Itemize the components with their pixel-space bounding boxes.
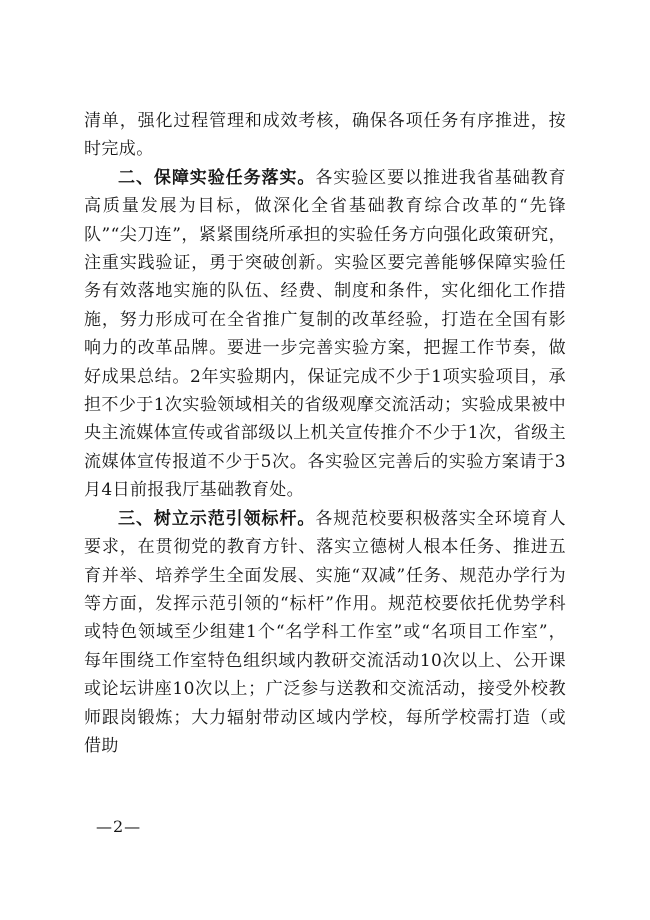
- document-body: [84, 107, 566, 760]
- paragraph-2: [84, 164, 566, 505]
- page-number: —2—: [96, 817, 142, 836]
- section-heading-3: 三、树立示范引领标杆。: [118, 508, 316, 529]
- paragraph-3-text: 各规范校要积极落实全环境育人要求，在贯彻党的教育方针、落实立德树人根本任务、推进五育并举、培养学生全面发展、实施“双减”任务、规范办学行为等方面，发挥示范引领的“标杆”作用。规范校要依托优势学科或特色领域至少组建1个“名学科工作室”或“名项目工作室”，每年围绕工作室特色组织域内教研交流活动10次以上、公开课或论坛讲座10次以上；广泛参与送教和交流活动，接受外校教师跟岗锻炼；大力辐射带动区域内学校，每所学校需打造（或借助: [84, 508, 566, 756]
- paragraph-2-text: 各实验区要以推进我省基础教育高质量发展为目标，做深化全省基础教育综合改革的“先锋队”“尖刀连”，紧紧围绕所承担的实验任务方向强化政策研究，注重实践验证，勇于突破创新。实验区要完善能够保障实验任务有效落地实施的队伍、经费、制度和条件，实化细化工作措施，努力形成可在全省推广复制的改革经验，打造在全国有影响力的改革品牌。要进一步完善实验方案，把握工作节奏，做好成果总结。2年实验期内，保证完成不少于1项实验项目，承担不少于1次实验领域相关的省级观摩交流活动；实验成果被中央主流媒体宣传或省部级以上机关宣传推介不少于1次，省级主流媒体宣传报道不少于5次。各实验区完善后的实验方案请于3月4日前报我厅基础教育处。: [84, 167, 566, 501]
- section-heading-2: 二、保障实验任务落实。: [118, 167, 316, 188]
- paragraph-1-text: 清单，强化过程管理和成效考核，确保各项任务有序推进，按时完成。: [84, 111, 566, 160]
- paragraph-3: [84, 505, 566, 761]
- paragraph-1: [84, 107, 566, 164]
